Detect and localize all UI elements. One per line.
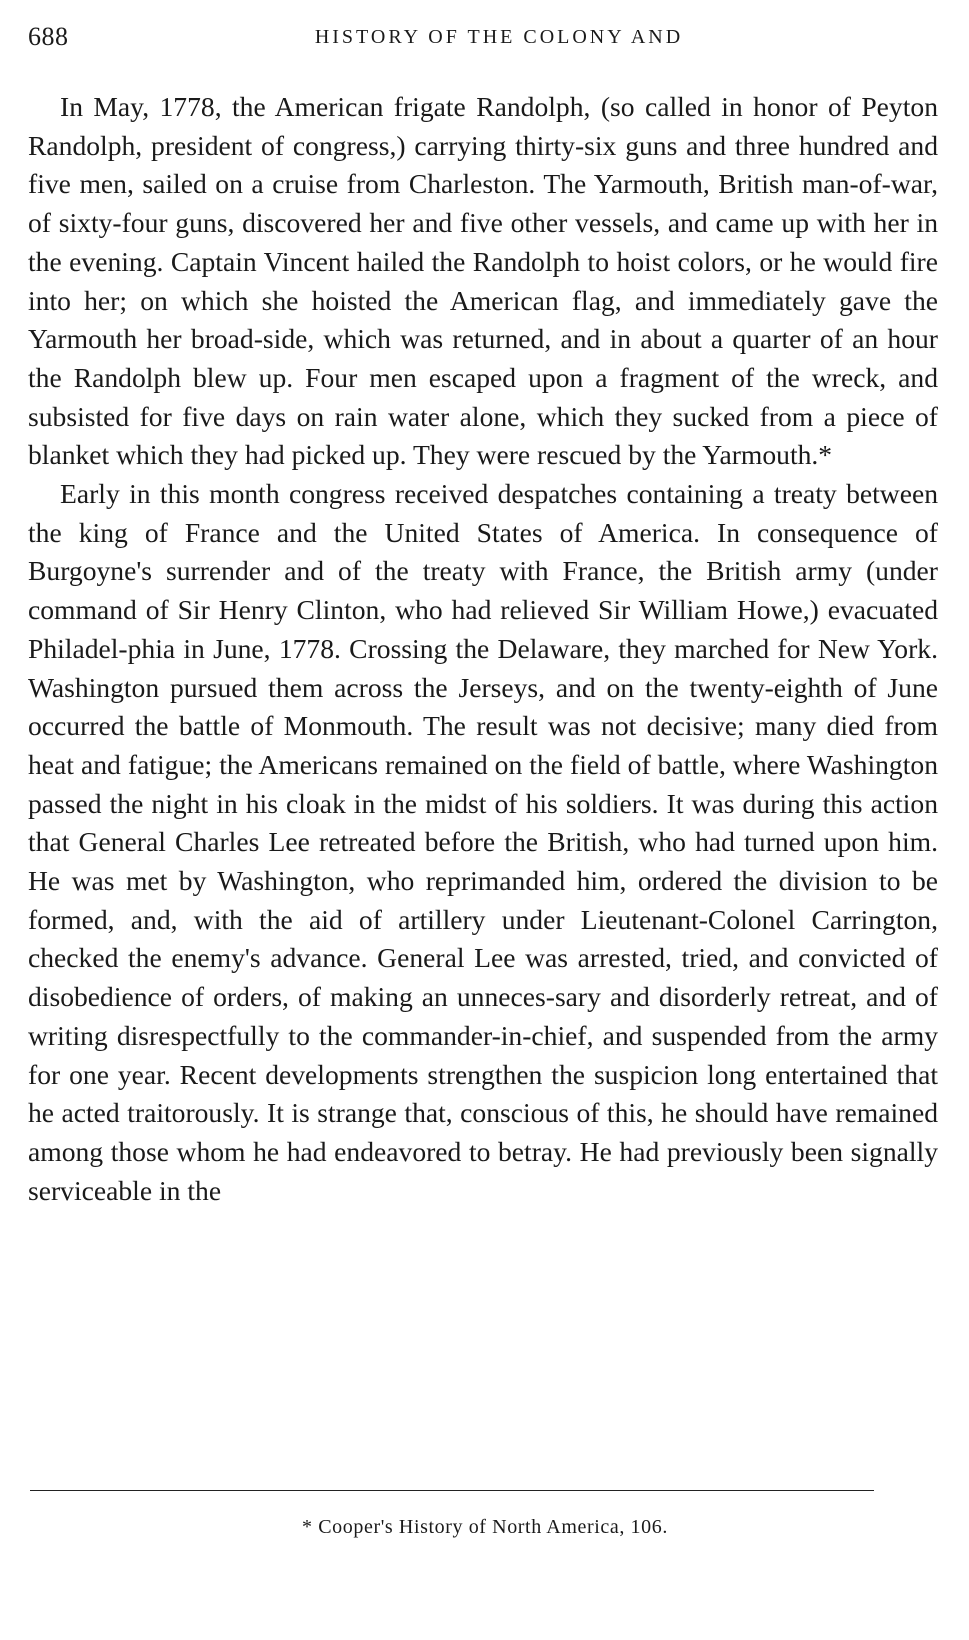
footnote-rule	[30, 1490, 874, 1491]
paragraph-monmouth: Early in this month congress received despatches containing a treaty between the king of France and the United States of America. In consequence of Burgoyne's surrender and of the treaty with France, the British army (under command of Sir Henry Clinton, who had relieved Sir William Howe,) evacuated Philadel-phia in June, 1778. Crossing the Delaware, they marched for New York. Washington pursued them across the Jerseys, and on the twenty-eighth of June occurred the battle of Monmouth. The result was not decisive; many died from heat and fatigue; the Americans remained on the field of battle, where Washington passed the night in his cloak in the midst of his soldiers. It was during this action that General Charles Lee retreated before the British, who had turned upon him. He was met by Washington, who reprimanded him, ordered the division to be formed, and, with the aid of artillery under Lieutenant-Colonel Carrington, checked the enemy's advance. General Lee was arrested, tried, and convicted of disobedience of orders, of making an unneces-sary and disorderly retreat, and of writing disrespectfully to the commander-in-chief, and suspended from the army for one year. Recent developments strengthen the suspicion long entertained that he acted traitorously. It is strange that, conscious of this, he should have remained among those whom he had endeavored to betray. He had previously been signally serviceable in the	[28, 478, 938, 1206]
footnote: * Cooper's History of North America, 106.	[302, 1516, 668, 1538]
body-text	[28, 88, 938, 1210]
running-head: HISTORY OF THE COLONY AND	[314, 26, 684, 48]
paragraph-randolph: In May, 1778, the American frigate Randolph, (so called in honor of Peyton Randolph, president of congress,) carrying thirty-six guns and three hundred and five men, sailed on a cruise from Charleston. The Yarmouth, British man-of-war, of sixty-four guns, discovered her and five other vessels, and came up with her in the evening. Captain Vincent hailed the Randolph to hoist colors, or he would fire into her; on which she hoisted the American flag, and immediately gave the Yarmouth her broad-side, which was returned, and in about a quarter of an hour the Randolph blew up. Four men escaped upon a fragment of the wreck, and subsisted for five days on rain water alone, which they sucked from a piece of blanket which they had picked up. They were rescued by the Yarmouth.*	[28, 91, 938, 471]
page-header	[28, 22, 940, 52]
page-number: 688	[28, 22, 69, 51]
